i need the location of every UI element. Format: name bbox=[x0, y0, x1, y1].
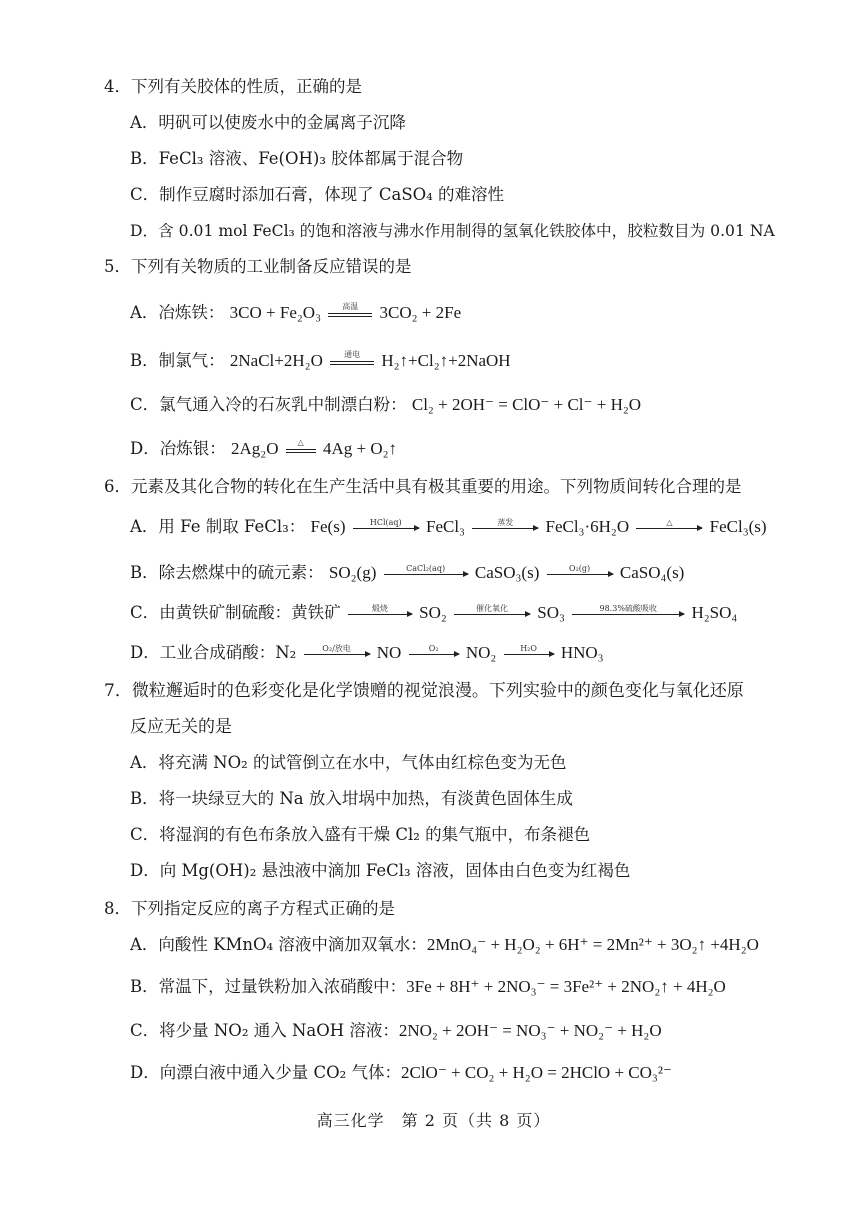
q6-d-s4: HNO₃ bbox=[560, 643, 604, 662]
q8-b-eq: 3Fe + 8H⁺ + 2NO₃⁻ = 3Fe²⁺ + 2NO₂↑ + 4H₂O bbox=[406, 977, 726, 996]
q8-a-eq: 2MnO₄⁻ + H₂O₂ + 6H⁺ = 2Mn²⁺ + 3O₂↑ +4H₂O bbox=[426, 935, 759, 954]
q8-a-label: A．向酸性 KMnO₄ 溶液中滴加双氧水： bbox=[130, 935, 427, 954]
q8-b-label: B．常温下，过量铁粉加入浓硝酸中： bbox=[130, 977, 407, 996]
q5-a-left: 3CO + Fe₂O₃ bbox=[229, 303, 322, 322]
q6-d-s2: NO bbox=[376, 643, 402, 662]
q6-option-c bbox=[130, 602, 737, 624]
q5-option-d bbox=[130, 438, 397, 460]
q6-a-arrow-1 bbox=[353, 518, 419, 538]
q5-d-cond: △ bbox=[297, 438, 304, 447]
q5-d-equals-condition bbox=[286, 438, 316, 453]
q5-d-left: 2Ag₂O bbox=[230, 439, 279, 458]
q6-b-s1: SO₂(g) bbox=[328, 563, 377, 582]
q6-c-label: C．由黄铁矿制硫酸：黄铁矿 bbox=[130, 603, 341, 622]
q8-option-c bbox=[130, 1020, 662, 1042]
q5-b-equals-condition bbox=[330, 350, 374, 365]
q6-a-c2: 蒸发 bbox=[497, 517, 514, 527]
q6-d-label: D．工业合成硝酸：N₂ bbox=[130, 643, 297, 662]
q8-stem: 8．下列指定反应的离子方程式正确的是 bbox=[104, 899, 395, 918]
q6-d-c3: H₂O bbox=[520, 643, 537, 653]
q6-option-a bbox=[130, 516, 767, 538]
q6-a-c3: △ bbox=[666, 517, 673, 527]
q5-a-label: A．冶炼铁： bbox=[130, 303, 225, 322]
q5-b-cond: 通电 bbox=[344, 350, 361, 359]
q6-d-arrow-2 bbox=[409, 644, 459, 664]
q6-d-s3: NO₂ bbox=[465, 643, 497, 662]
q6-d-c2: O₂ bbox=[428, 643, 439, 653]
q8-c-label: C．将少量 NO₂ 通入 NaOH 溶液： bbox=[130, 1021, 399, 1040]
q6-b-c1: CaCl₂(aq) bbox=[406, 563, 446, 573]
q6-a-s1: Fe(s) bbox=[310, 517, 346, 536]
q4-option-c: C．制作豆腐时添加石膏，体现了 CaSO₄ 的难溶性 bbox=[130, 185, 505, 204]
q8-c-eq: 2NO₂ + 2OH⁻ = NO₃⁻ + NO₂⁻ + H₂O bbox=[398, 1021, 662, 1040]
q6-a-s2: FeCl₃ bbox=[426, 517, 465, 536]
q8-option-b bbox=[130, 976, 726, 998]
q6-d-arrow-3 bbox=[504, 644, 554, 664]
q6-c-s3: SO₃ bbox=[537, 603, 565, 622]
q5-b-left: 2NaCl+2H₂O bbox=[229, 351, 323, 370]
q6-a-label: A．用 Fe 制取 FeCl₃： bbox=[130, 517, 306, 536]
q8-option-d bbox=[130, 1062, 672, 1084]
q5-b-label: B．制氯气： bbox=[130, 351, 225, 370]
q6-option-d bbox=[130, 642, 604, 664]
q7-stem-line1: 7．微粒邂逅时的色彩变化是化学馈赠的视觉浪漫。下列实验中的颜色变化与氧化还原 bbox=[104, 681, 744, 701]
q6-c-c1: 煅烧 bbox=[371, 603, 388, 613]
q6-b-arrow-2 bbox=[547, 564, 613, 584]
q7-option-d: D．向 Mg(OH)₂ 悬浊液中滴加 FeCl₃ 溶液，固体由白色变为红褐色 bbox=[130, 861, 631, 880]
q4-option-a: A．明矾可以使废水中的金属离子沉降 bbox=[130, 113, 406, 132]
q6-d-arrow-1 bbox=[304, 644, 370, 664]
q6-c-s2: SO₂ bbox=[419, 603, 447, 622]
q5-option-a bbox=[130, 302, 461, 324]
q5-c-eq: Cl₂ + 2OH⁻ = ClO⁻ + Cl⁻ + H₂O bbox=[411, 395, 642, 414]
q5-a-cond: 高温 bbox=[342, 302, 359, 311]
q5-c-label: C．氯气通入冷的石灰乳中制漂白粉： bbox=[130, 395, 407, 414]
q4-option-b-text: FeCl₃ 溶液、Fe(OH)₃ 胶体都属于混合物 bbox=[158, 149, 464, 168]
q6-b-s2: CaSO₃(s) bbox=[474, 563, 540, 582]
page-footer: 高三化学 第 2 页（共 8 页） bbox=[316, 1111, 551, 1130]
q5-a-equals-condition bbox=[328, 302, 372, 317]
q6-option-b bbox=[130, 562, 684, 584]
q7-option-b: B．将一块绿豆大的 Na 放入坩埚中加热，有淡黄色固体生成 bbox=[130, 789, 573, 808]
q4-option-b-label: B． bbox=[130, 149, 159, 168]
q6-c-s4: H₂SO₄ bbox=[691, 603, 738, 622]
q5-stem: 5．下列有关物质的工业制备反应错误的是 bbox=[104, 257, 412, 276]
q7-option-c: C．将湿润的有色布条放入盛有干燥 Cl₂ 的集气瓶中，布条褪色 bbox=[130, 825, 591, 844]
q5-a-right: 3CO₂ + 2Fe bbox=[379, 303, 462, 322]
q4-option-b bbox=[130, 148, 463, 170]
q6-a-arrow-2 bbox=[472, 518, 538, 538]
q5-option-c bbox=[130, 394, 641, 416]
q7-option-a: A．将充满 NO₂ 的试管倒立在水中，气体由红棕色变为无色 bbox=[130, 753, 567, 772]
q6-c-arrow-3 bbox=[572, 604, 684, 624]
q6-stem: 6．元素及其化合物的转化在生产生活中具有极其重要的用途。下列物质间转化合理的是 bbox=[104, 477, 742, 496]
q6-a-arrow-3 bbox=[636, 518, 702, 538]
q8-d-label: D．向漂白液中通入少量 CO₂ 气体： bbox=[130, 1063, 401, 1082]
q7-stem-line2: 反应无关的是 bbox=[130, 717, 232, 737]
q6-c-arrow-2 bbox=[454, 604, 530, 624]
q6-c-arrow-1 bbox=[348, 604, 412, 624]
q6-b-label: B．除去燃煤中的硫元素： bbox=[130, 563, 324, 582]
q6-a-s4: FeCl₃(s) bbox=[709, 517, 767, 536]
q6-b-c2: O₂(g) bbox=[569, 563, 591, 573]
q5-option-b bbox=[130, 350, 511, 372]
q6-d-c1: O₂/放电 bbox=[322, 643, 351, 653]
q8-option-a bbox=[130, 934, 759, 956]
q5-d-label: D．冶炼银： bbox=[130, 439, 226, 458]
q4-stem: 4．下列有关胶体的性质，正确的是 bbox=[104, 77, 362, 96]
q6-a-s3: FeCl₃·6H₂O bbox=[545, 517, 630, 536]
q5-d-right: 4Ag + O₂↑ bbox=[322, 439, 398, 458]
q8-d-eq: 2ClO⁻ + CO₂ + H₂O = 2HClO + CO₃²⁻ bbox=[401, 1063, 672, 1082]
q6-b-arrow-1 bbox=[384, 564, 468, 584]
q5-b-right: H₂↑+Cl₂↑+2NaOH bbox=[381, 351, 511, 370]
q6-c-c3: 98.3%硫酸吸收 bbox=[599, 603, 657, 613]
q6-a-c1: HCl(aq) bbox=[369, 517, 402, 527]
q4-option-d: D．含 0.01 mol FeCl₃ 的饱和溶液与沸水作用制得的氢氧化铁胶体中，胶粒数目为 0.01 NA bbox=[130, 222, 775, 240]
q6-b-s3: CaSO₄(s) bbox=[619, 563, 685, 582]
q6-c-c2: 催化氧化 bbox=[476, 603, 509, 613]
